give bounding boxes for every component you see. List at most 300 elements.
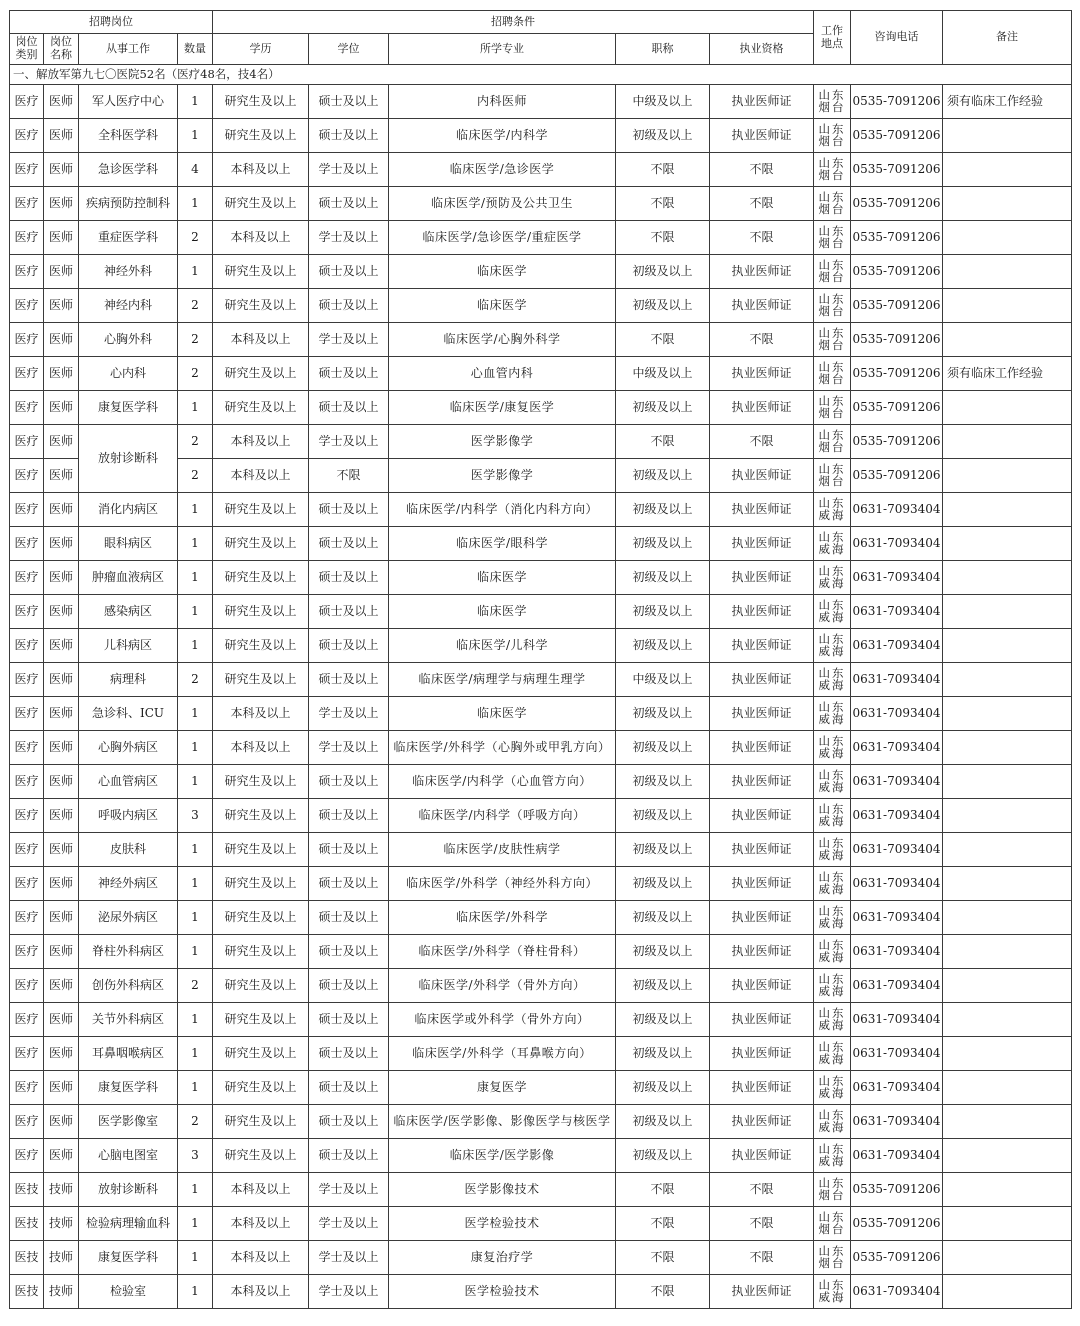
cell-phone: 0535-7091206 (851, 1207, 943, 1241)
cell-note (943, 1037, 1072, 1071)
cell-title: 初级及以上 (616, 493, 710, 527)
cell-license: 执业医师证 (710, 833, 814, 867)
cell-license: 执业医师证 (710, 901, 814, 935)
cell-education: 本科及以上 (213, 1275, 309, 1309)
cell-location: 山东 威海 (814, 901, 851, 935)
cell-work: 放射诊断科 (79, 1173, 178, 1207)
header-degree: 学位 (309, 34, 389, 65)
cell-phone: 0631-7093404 (851, 629, 943, 663)
cell-post-type: 医疗 (10, 1003, 44, 1037)
cell-major: 康复医学 (389, 1071, 616, 1105)
cell-post-type: 医疗 (10, 187, 44, 221)
cell-note: 须有临床工作经验 (943, 85, 1072, 119)
cell-location: 山东 威海 (814, 595, 851, 629)
cell-work: 康复医学科 (79, 1071, 178, 1105)
cell-post-type: 医疗 (10, 901, 44, 935)
cell-note (943, 561, 1072, 595)
cell-post-type: 医疗 (10, 1105, 44, 1139)
cell-major: 临床医学/外科学（骨外方向） (389, 969, 616, 1003)
cell-count: 3 (178, 799, 213, 833)
cell-post-type: 医疗 (10, 153, 44, 187)
cell-count: 1 (178, 867, 213, 901)
table-row (10, 323, 1072, 357)
cell-count: 2 (178, 221, 213, 255)
cell-license: 执业医师证 (710, 969, 814, 1003)
cell-license: 执业医师证 (710, 289, 814, 323)
cell-post-name: 医师 (44, 255, 79, 289)
cell-location: 山东 威海 (814, 1139, 851, 1173)
cell-education: 研究生及以上 (213, 1105, 309, 1139)
cell-license: 执业医师证 (710, 119, 814, 153)
cell-note: 须有临床工作经验 (943, 357, 1072, 391)
cell-phone: 0631-7093404 (851, 935, 943, 969)
table-row (10, 391, 1072, 425)
cell-note (943, 1071, 1072, 1105)
cell-title: 初级及以上 (616, 765, 710, 799)
cell-education: 本科及以上 (213, 731, 309, 765)
cell-major: 临床医学/心胸外科学 (389, 323, 616, 357)
cell-location: 山东 威海 (814, 935, 851, 969)
cell-post-type: 医疗 (10, 527, 44, 561)
cell-license: 执业医师证 (710, 1037, 814, 1071)
cell-location: 山东 烟台 (814, 1207, 851, 1241)
cell-location: 山东 威海 (814, 561, 851, 595)
cell-post-name: 医师 (44, 493, 79, 527)
cell-title: 初级及以上 (616, 697, 710, 731)
cell-license: 不限 (710, 323, 814, 357)
cell-title: 初级及以上 (616, 901, 710, 935)
cell-license: 执业医师证 (710, 663, 814, 697)
cell-post-name: 医师 (44, 119, 79, 153)
cell-note (943, 595, 1072, 629)
cell-title: 不限 (616, 323, 710, 357)
cell-phone: 0535-7091206 (851, 323, 943, 357)
cell-license: 执业医师证 (710, 459, 814, 493)
cell-work: 病理科 (79, 663, 178, 697)
cell-phone: 0631-7093404 (851, 731, 943, 765)
table-row (10, 595, 1072, 629)
cell-degree: 硕士及以上 (309, 187, 389, 221)
header-post-name: 岗位 名称 (44, 34, 79, 65)
cell-note (943, 765, 1072, 799)
cell-degree: 学士及以上 (309, 153, 389, 187)
cell-major: 临床医学/外科学（耳鼻喉方向） (389, 1037, 616, 1071)
cell-count: 2 (178, 425, 213, 459)
cell-count: 2 (178, 289, 213, 323)
cell-education: 本科及以上 (213, 1241, 309, 1275)
cell-location: 山东 烟台 (814, 119, 851, 153)
table-row (10, 901, 1072, 935)
cell-degree: 硕士及以上 (309, 289, 389, 323)
cell-post-type: 医技 (10, 1275, 44, 1309)
cell-degree: 硕士及以上 (309, 663, 389, 697)
cell-post-name: 技师 (44, 1241, 79, 1275)
table-row (10, 765, 1072, 799)
cell-note (943, 187, 1072, 221)
cell-location: 山东 烟台 (814, 357, 851, 391)
cell-phone: 0631-7093404 (851, 867, 943, 901)
cell-degree: 硕士及以上 (309, 765, 389, 799)
cell-major: 临床医学/医学影像 (389, 1139, 616, 1173)
cell-work: 康复医学科 (79, 1241, 178, 1275)
cell-post-type: 医疗 (10, 85, 44, 119)
cell-degree: 学士及以上 (309, 731, 389, 765)
cell-location: 山东 烟台 (814, 425, 851, 459)
cell-phone: 0631-7093404 (851, 595, 943, 629)
cell-work: 全科医学科 (79, 119, 178, 153)
cell-note (943, 1105, 1072, 1139)
cell-education: 研究生及以上 (213, 663, 309, 697)
table-row (10, 493, 1072, 527)
cell-location: 山东 威海 (814, 1275, 851, 1309)
cell-major: 临床医学/预防及公共卫生 (389, 187, 616, 221)
cell-phone: 0631-7093404 (851, 765, 943, 799)
cell-count: 1 (178, 391, 213, 425)
cell-post-type: 医疗 (10, 357, 44, 391)
cell-education: 本科及以上 (213, 1173, 309, 1207)
cell-degree: 硕士及以上 (309, 867, 389, 901)
table-row (10, 221, 1072, 255)
cell-degree: 硕士及以上 (309, 391, 389, 425)
cell-major: 临床医学 (389, 255, 616, 289)
cell-major: 临床医学 (389, 289, 616, 323)
header-license: 执业资格 (710, 34, 814, 65)
cell-education: 本科及以上 (213, 153, 309, 187)
cell-note (943, 1139, 1072, 1173)
cell-post-type: 医疗 (10, 731, 44, 765)
cell-license: 不限 (710, 1241, 814, 1275)
cell-post-name: 医师 (44, 85, 79, 119)
cell-phone: 0631-7093404 (851, 493, 943, 527)
table-row (10, 1173, 1072, 1207)
cell-work: 肿瘤血液病区 (79, 561, 178, 595)
cell-degree: 硕士及以上 (309, 561, 389, 595)
cell-education: 研究生及以上 (213, 935, 309, 969)
cell-title: 初级及以上 (616, 629, 710, 663)
cell-phone: 0535-7091206 (851, 1241, 943, 1275)
cell-work: 心脑电图室 (79, 1139, 178, 1173)
cell-major: 临床医学/病理学与病理生理学 (389, 663, 616, 697)
cell-location: 山东 威海 (814, 969, 851, 1003)
table-row (10, 1207, 1072, 1241)
cell-location: 山东 威海 (814, 663, 851, 697)
cell-license: 执业医师证 (710, 255, 814, 289)
cell-license: 执业医师证 (710, 799, 814, 833)
cell-count: 2 (178, 459, 213, 493)
cell-title: 初级及以上 (616, 459, 710, 493)
cell-title: 初级及以上 (616, 561, 710, 595)
cell-degree: 硕士及以上 (309, 935, 389, 969)
cell-post-type: 医疗 (10, 459, 44, 493)
cell-license: 执业医师证 (710, 731, 814, 765)
cell-count: 2 (178, 323, 213, 357)
cell-title: 初级及以上 (616, 935, 710, 969)
cell-license: 执业医师证 (710, 85, 814, 119)
cell-license: 执业医师证 (710, 867, 814, 901)
cell-post-name: 医师 (44, 561, 79, 595)
cell-degree: 硕士及以上 (309, 595, 389, 629)
section-title: 一、解放军第九七〇医院52名（医疗48名，技4名） (10, 65, 1072, 85)
cell-post-type: 医疗 (10, 799, 44, 833)
cell-work: 心胸外科 (79, 323, 178, 357)
cell-post-type: 医疗 (10, 289, 44, 323)
header-group-post: 招聘岗位 (10, 11, 213, 34)
cell-post-type: 医疗 (10, 663, 44, 697)
cell-major: 内科医师 (389, 85, 616, 119)
cell-post-name: 医师 (44, 867, 79, 901)
cell-license: 执业医师证 (710, 935, 814, 969)
cell-education: 研究生及以上 (213, 527, 309, 561)
cell-location: 山东 烟台 (814, 255, 851, 289)
cell-count: 1 (178, 527, 213, 561)
cell-location: 山东 烟台 (814, 289, 851, 323)
cell-location: 山东 烟台 (814, 323, 851, 357)
cell-phone: 0535-7091206 (851, 289, 943, 323)
table-row (10, 1241, 1072, 1275)
cell-title: 初级及以上 (616, 969, 710, 1003)
cell-location: 山东 烟台 (814, 1173, 851, 1207)
cell-location: 山东 威海 (814, 833, 851, 867)
cell-education: 本科及以上 (213, 425, 309, 459)
cell-education: 研究生及以上 (213, 391, 309, 425)
cell-phone: 0535-7091206 (851, 255, 943, 289)
cell-note (943, 1003, 1072, 1037)
table-row (10, 731, 1072, 765)
cell-education: 研究生及以上 (213, 85, 309, 119)
cell-count: 1 (178, 561, 213, 595)
cell-work: 心胸外病区 (79, 731, 178, 765)
table-row (10, 289, 1072, 323)
table-row (10, 1003, 1072, 1037)
cell-work: 关节外科病区 (79, 1003, 178, 1037)
cell-major: 临床医学/外科学（心胸外或甲乳方向） (389, 731, 616, 765)
cell-title: 初级及以上 (616, 1071, 710, 1105)
cell-phone: 0535-7091206 (851, 1173, 943, 1207)
table-row (10, 1105, 1072, 1139)
cell-degree: 硕士及以上 (309, 527, 389, 561)
header-phone: 咨询电话 (851, 11, 943, 65)
cell-title: 不限 (616, 1207, 710, 1241)
table-body (10, 85, 1072, 1309)
cell-education: 研究生及以上 (213, 357, 309, 391)
cell-post-name: 医师 (44, 595, 79, 629)
cell-work: 消化内病区 (79, 493, 178, 527)
cell-title: 中级及以上 (616, 85, 710, 119)
cell-count: 1 (178, 935, 213, 969)
cell-note (943, 969, 1072, 1003)
cell-post-name: 医师 (44, 425, 79, 459)
cell-note (943, 1241, 1072, 1275)
cell-work: 康复医学科 (79, 391, 178, 425)
recruitment-table-container (9, 10, 1071, 1309)
cell-work: 心内科 (79, 357, 178, 391)
cell-work: 检验病理输血科 (79, 1207, 178, 1241)
cell-title: 初级及以上 (616, 1105, 710, 1139)
table-row (10, 969, 1072, 1003)
cell-major: 康复治疗学 (389, 1241, 616, 1275)
cell-work: 医学影像室 (79, 1105, 178, 1139)
cell-count: 1 (178, 765, 213, 799)
cell-post-type: 医疗 (10, 595, 44, 629)
cell-degree: 硕士及以上 (309, 493, 389, 527)
cell-license: 执业医师证 (710, 1105, 814, 1139)
cell-location: 山东 烟台 (814, 1241, 851, 1275)
table-row (10, 85, 1072, 119)
table-row (10, 867, 1072, 901)
cell-major: 临床医学/儿科学 (389, 629, 616, 663)
cell-work: 重症医学科 (79, 221, 178, 255)
cell-phone: 0631-7093404 (851, 1071, 943, 1105)
cell-degree: 学士及以上 (309, 425, 389, 459)
cell-work: 耳鼻咽喉病区 (79, 1037, 178, 1071)
cell-work: 检验室 (79, 1275, 178, 1309)
cell-phone: 0631-7093404 (851, 1275, 943, 1309)
table-row (10, 153, 1072, 187)
cell-education: 研究生及以上 (213, 1003, 309, 1037)
cell-count: 1 (178, 595, 213, 629)
cell-title: 初级及以上 (616, 799, 710, 833)
cell-major: 临床医学/医学影像、影像医学与核医学 (389, 1105, 616, 1139)
cell-education: 本科及以上 (213, 697, 309, 731)
cell-note (943, 901, 1072, 935)
cell-phone: 0535-7091206 (851, 357, 943, 391)
cell-post-name: 医师 (44, 799, 79, 833)
cell-post-name: 医师 (44, 935, 79, 969)
cell-work: 皮肤科 (79, 833, 178, 867)
cell-location: 山东 威海 (814, 1105, 851, 1139)
cell-license: 执业医师证 (710, 561, 814, 595)
cell-location: 山东 威海 (814, 731, 851, 765)
cell-license: 执业医师证 (710, 527, 814, 561)
cell-degree: 学士及以上 (309, 1173, 389, 1207)
cell-education: 研究生及以上 (213, 901, 309, 935)
cell-title: 初级及以上 (616, 391, 710, 425)
cell-post-type: 医疗 (10, 833, 44, 867)
cell-location: 山东 烟台 (814, 391, 851, 425)
cell-note (943, 425, 1072, 459)
cell-count: 1 (178, 1241, 213, 1275)
cell-title: 初级及以上 (616, 119, 710, 153)
table-row (10, 527, 1072, 561)
cell-post-name: 医师 (44, 1037, 79, 1071)
cell-degree: 学士及以上 (309, 323, 389, 357)
cell-note (943, 255, 1072, 289)
header-group-conditions: 招聘条件 (213, 11, 814, 34)
cell-license: 执业医师证 (710, 1003, 814, 1037)
cell-license: 不限 (710, 187, 814, 221)
cell-post-type: 医疗 (10, 391, 44, 425)
cell-major: 临床医学 (389, 561, 616, 595)
cell-major: 临床医学/急诊医学 (389, 153, 616, 187)
cell-post-name: 医师 (44, 357, 79, 391)
cell-title: 不限 (616, 221, 710, 255)
recruitment-table (9, 10, 1072, 1309)
cell-major: 临床医学/内科学 (389, 119, 616, 153)
table-row (10, 1071, 1072, 1105)
cell-count: 1 (178, 1275, 213, 1309)
cell-phone: 0535-7091206 (851, 391, 943, 425)
cell-location: 山东 威海 (814, 697, 851, 731)
cell-phone: 0631-7093404 (851, 1139, 943, 1173)
cell-post-name: 医师 (44, 969, 79, 1003)
cell-count: 1 (178, 255, 213, 289)
cell-degree: 硕士及以上 (309, 1003, 389, 1037)
cell-phone: 0631-7093404 (851, 1037, 943, 1071)
cell-work: 泌尿外病区 (79, 901, 178, 935)
table-row (10, 255, 1072, 289)
cell-count: 1 (178, 629, 213, 663)
cell-work: 神经内科 (79, 289, 178, 323)
cell-post-type: 医疗 (10, 1071, 44, 1105)
cell-work: 儿科病区 (79, 629, 178, 663)
cell-degree: 硕士及以上 (309, 969, 389, 1003)
cell-phone: 0631-7093404 (851, 969, 943, 1003)
header-post-type: 岗位 类别 (10, 34, 44, 65)
cell-education: 本科及以上 (213, 1207, 309, 1241)
cell-work: 疾病预防控制科 (79, 187, 178, 221)
table-row (10, 119, 1072, 153)
cell-count: 1 (178, 1071, 213, 1105)
cell-work: 创伤外科病区 (79, 969, 178, 1003)
cell-major: 临床医学 (389, 697, 616, 731)
cell-phone: 0631-7093404 (851, 527, 943, 561)
cell-post-type: 医技 (10, 1241, 44, 1275)
cell-title: 不限 (616, 425, 710, 459)
cell-phone: 0535-7091206 (851, 459, 943, 493)
cell-post-type: 医疗 (10, 425, 44, 459)
cell-degree: 硕士及以上 (309, 85, 389, 119)
cell-degree: 学士及以上 (309, 1241, 389, 1275)
cell-major: 临床医学/内科学（心血管方向） (389, 765, 616, 799)
cell-degree: 硕士及以上 (309, 629, 389, 663)
cell-location: 山东 威海 (814, 527, 851, 561)
cell-education: 本科及以上 (213, 459, 309, 493)
cell-post-type: 医疗 (10, 221, 44, 255)
cell-post-name: 医师 (44, 697, 79, 731)
cell-work: 感染病区 (79, 595, 178, 629)
cell-post-name: 技师 (44, 1173, 79, 1207)
cell-degree: 硕士及以上 (309, 799, 389, 833)
cell-note (943, 493, 1072, 527)
cell-count: 1 (178, 731, 213, 765)
cell-title: 中级及以上 (616, 357, 710, 391)
header-work: 从事工作 (79, 34, 178, 65)
cell-phone: 0631-7093404 (851, 1003, 943, 1037)
header-major: 所学专业 (389, 34, 616, 65)
cell-post-name: 医师 (44, 323, 79, 357)
cell-note (943, 1173, 1072, 1207)
cell-work: 呼吸内病区 (79, 799, 178, 833)
table-row (10, 833, 1072, 867)
cell-license: 执业医师证 (710, 765, 814, 799)
cell-post-type: 医技 (10, 1207, 44, 1241)
cell-location: 山东 烟台 (814, 187, 851, 221)
cell-post-type: 医疗 (10, 1139, 44, 1173)
cell-post-name: 医师 (44, 663, 79, 697)
cell-education: 研究生及以上 (213, 187, 309, 221)
cell-note (943, 629, 1072, 663)
cell-education: 研究生及以上 (213, 493, 309, 527)
table-row (10, 935, 1072, 969)
cell-title: 中级及以上 (616, 663, 710, 697)
cell-post-name: 医师 (44, 1071, 79, 1105)
table-row (10, 799, 1072, 833)
table-row (10, 561, 1072, 595)
cell-degree: 学士及以上 (309, 697, 389, 731)
cell-degree: 硕士及以上 (309, 1071, 389, 1105)
cell-post-type: 医疗 (10, 561, 44, 595)
table-row (10, 697, 1072, 731)
